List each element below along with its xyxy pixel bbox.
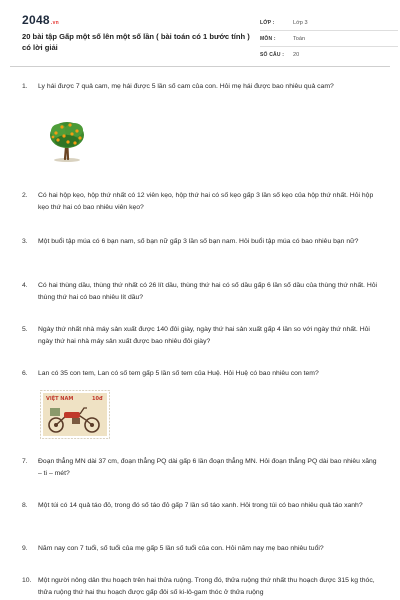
meta-row-question-count xyxy=(260,47,398,62)
question-text: Ly hái được 7 quả cam, mẹ hái được 5 lần số cam của con. Hỏi mẹ hái được bao nhiêu quả cam? xyxy=(38,83,334,90)
logo-main-text: 2048 xyxy=(22,13,50,27)
meta-value-subject: Toán xyxy=(293,35,306,42)
question-number: 2. xyxy=(22,192,28,199)
worksheet-header xyxy=(10,0,390,67)
question-number: 8. xyxy=(22,502,28,509)
question-text: Một buổi tập múa có 6 bạn nam, số bạn nữ gấp 3 lần số bạn nam. Hỏi buổi tập múa có bao nhiêu bạn nữ? xyxy=(38,238,359,245)
worksheet-meta-table xyxy=(260,15,398,62)
stamp-country-text: VIỆT NAM xyxy=(46,396,74,402)
meta-label-grade: LỚP : xyxy=(260,19,275,26)
question-number: 6. xyxy=(22,370,28,377)
question-number: 5. xyxy=(22,326,28,333)
postage-stamp-illustration xyxy=(40,390,110,439)
question-text: Có hai hộp kẹo, hộp thứ nhất có 12 viên kẹo, hộp thứ hai có số kẹo gấp 3 lần số kẹo của hộp thứ nhất. Hỏi hộp kẹo thứ hai có bao nhiêu viên kẹo? xyxy=(38,192,374,211)
meta-value-grade: Lớp 3 xyxy=(293,19,308,26)
orange-tree-illustration xyxy=(47,119,87,163)
meta-label-subject: MÔN : xyxy=(260,35,276,42)
question-text: Một người nông dân thu hoạch trên hai thửa ruộng. Trong đó, thửa ruộng thứ nhất thu hoạch được 315 kg thóc, thửa ruộng thứ hai thu hoạch được gấp đôi số ki-lô-gam thóc ở thửa ruộng xyxy=(38,577,375,596)
question-number: 9. xyxy=(22,545,28,552)
meta-value-question-count: 20 xyxy=(293,51,300,58)
site-logo[interactable] xyxy=(22,14,59,29)
worksheet-title: 20 bài tập Gấp một số lên một số lần ( bài toán có 1 bước tính ) có lời giải xyxy=(22,32,250,52)
question-text: Lan có 35 con tem, Lan có số tem gấp 5 lần số tem của Huệ. Hỏi Huệ có bao nhiêu con tem? xyxy=(38,370,319,377)
question-number: 4. xyxy=(22,282,28,289)
meta-row-grade xyxy=(260,15,398,31)
meta-label-question-count: SỐ CÂU : xyxy=(260,51,285,58)
question-number: 7. xyxy=(22,458,28,465)
logo-suffix-text: .vn xyxy=(50,20,60,26)
question-text: Năm nay con 7 tuổi, số tuổi của mẹ gấp 5 lần số tuổi của con. Hỏi năm nay mẹ bao nhiêu tuổi? xyxy=(38,545,324,552)
question-text: Đoạn thẳng MN dài 37 cm, đoạn thẳng PQ dài gấp 6 lần đoạn thẳng MN. Hỏi đoạn thẳng PQ dài bao nhiêu xăng – ti – mét? xyxy=(38,458,377,477)
question-text: Ngày thứ nhất nhà máy sản xuất được 140 đôi giày, ngày thứ hai sản xuất gấp 4 lần so với ngày thứ nhất. Hỏi ngày thứ hai nhà máy sản xuất được bao nhiêu đôi giày? xyxy=(38,326,370,345)
question-number: 1. xyxy=(22,83,28,90)
question-number: 10. xyxy=(22,577,32,584)
tree-canopy-right xyxy=(65,123,83,137)
stamp-value-text: 10đ xyxy=(92,396,103,402)
question-text: Có hai thùng dầu, thùng thứ nhất có 26 lít dầu, thùng thứ hai có số dầu gấp 6 lần số dầu của thùng thứ nhất. Hỏi thùng thứ hai có bao nhiêu lít dầu? xyxy=(38,282,378,301)
question-text: Một túi có 14 quả táo đỏ, trong đó số táo đỏ gấp 7 lần số táo xanh. Hỏi trong túi có bao nhiêu quả táo xanh? xyxy=(38,502,363,509)
meta-row-subject xyxy=(260,31,398,47)
question-number: 3. xyxy=(22,238,28,245)
